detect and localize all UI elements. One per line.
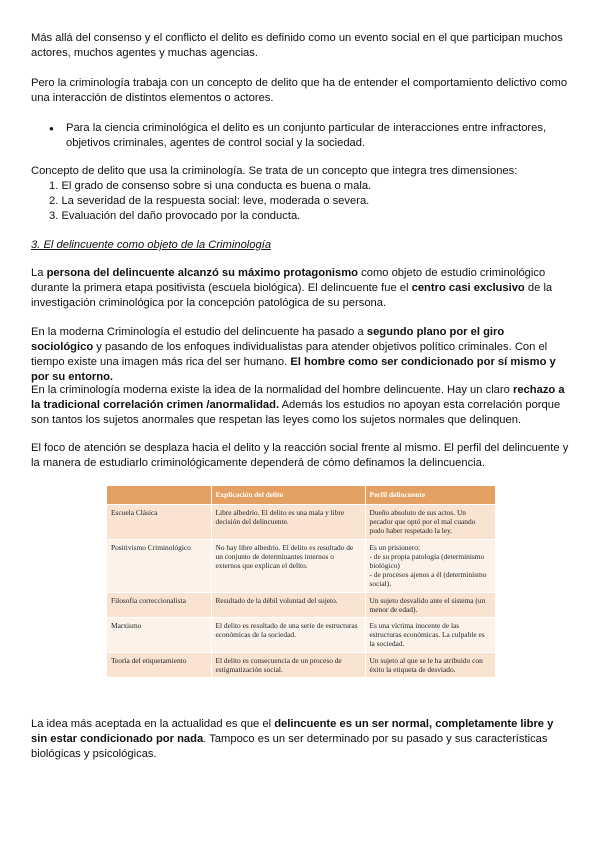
list-item: 3. Evaluación del daño provocado por la conducta.	[49, 210, 301, 222]
theories-table	[107, 486, 496, 677]
paragraph-modern-criminology	[31, 325, 569, 385]
table-cell: Un sujeto al que se le ha atribuido con éxito la etiqueta de desviado.	[365, 652, 495, 677]
paragraph-conclusion	[31, 717, 569, 762]
text-run: La	[31, 267, 47, 279]
text-run: En la criminología moderna existe la idea de la normalidad del hombre delincuente. Hay un claro	[31, 384, 513, 396]
paragraph-event: Más allá del consenso y el conflicto el delito es definido como un evento social en el que participan muchos actores, muchos agentes y muchas agencias.	[31, 32, 563, 59]
column-header: Explicación del delito	[211, 486, 365, 505]
table-cell: Escuela Clásica	[107, 505, 211, 540]
list-item: 1. El grado de consenso sobre si una conducta es buena o mala.	[49, 180, 372, 192]
table-cell: El delito es consecuencia de un proceso de estigmatización social.	[211, 652, 365, 677]
paragraph-protagonism	[31, 266, 569, 311]
text-run: y pasando de los enfoques individualistas para atender objetivos político criminales. Con el tiempo existe una imagen más rica del ser humano.	[31, 341, 548, 368]
bold-text: rechazo a la tradicional correlación crimen /anormalidad.	[31, 384, 565, 411]
paragraph-focus: El foco de atención se desplaza hacia el delito y la reacción social frente al mismo. El perfil del delincuente y la manera de estudiarlo criminológicamente dependerá de cómo definamos la delincuencia.	[31, 442, 569, 469]
bullet-list	[31, 121, 569, 151]
table-row	[107, 652, 495, 677]
table-cell: Marxismo	[107, 618, 211, 653]
paragraph-interaction: Pero la criminología trabaja con un concepto de delito que ha de entender el comportamiento delictivo como una interacción de distintos elementos o actores.	[31, 77, 568, 104]
text-run: En la moderna Criminología el estudio del delincuente ha pasado a	[31, 326, 367, 338]
text-run: La idea más aceptada en la actualidad es que el	[31, 718, 275, 730]
table-cell: Filosofía correccionalista	[107, 592, 211, 617]
table-cell: Libre albedrío. El delito es una mala y libre decisión del delincuente.	[211, 505, 365, 540]
column-header	[107, 486, 211, 505]
dimensions-list	[31, 179, 569, 224]
table-row	[107, 539, 495, 592]
table-header-row	[107, 486, 495, 505]
list-item: 2. La severidad de la respuesta social: leve, moderada o severa.	[49, 195, 370, 207]
table-cell: Dueño absoluto de sus actos. Un pecador que optó por el mal cuando pudo haber respetado la ley.	[365, 505, 495, 540]
table-cell: No hay libre albedrío. El delito es resultado de un conjunto de determinantes internos o externos que explican el delito.	[211, 539, 365, 592]
table-cell: Es un prisionero: - de su propia patología (determinismo biológico) - de procesos ajenos a él (determinismo social).	[365, 539, 495, 592]
paragraph-normality	[31, 383, 569, 428]
text-run: Además los estudios no apoyan esta correlación porque son tantos los sujetos anormales que respetan las leyes como los sujetos normales que delinquen.	[31, 399, 561, 426]
bold-text: persona del delincuente alcanzó su máximo protagonismo	[46, 267, 359, 279]
bold-text: delincuente es un ser normal, completamente libre y sin estar condicionado por nada	[31, 718, 554, 745]
table-cell: Un sujeto desvalido ante el sistema (un menor de edad).	[365, 592, 495, 617]
text-run: como objeto de estudio criminológico durante la primera etapa positivista (escuela biológica). El delincuente fue el	[31, 267, 546, 294]
bold-text: centro casi exclusivo	[411, 282, 525, 294]
table-cell: Positivismo Criminológico	[107, 539, 211, 592]
concept-intro: Concepto de delito que usa la criminología. Se trata de un concepto que integra tres dimensiones:	[31, 165, 518, 177]
column-header: Perfil delincuente	[365, 486, 495, 505]
list-item: ● Para la ciencia criminológica el delito es un conjunto particular de interacciones entre infractores, objetivos criminales, agentes de control social y la sociedad.	[31, 121, 569, 151]
table-cell: El delito es resultado de una serie de estructuras económicas de la sociedad.	[211, 618, 365, 653]
bold-text: segundo plano por el giro sociológico	[31, 326, 505, 353]
concept-block	[31, 164, 569, 224]
table-cell: Resultado de la débil voluntad del sujeto.	[211, 592, 365, 617]
table-row	[107, 592, 495, 617]
bold-text: El hombre como ser condicionado por sí mismo y por su entorno.	[31, 356, 556, 383]
table-cell: Teoría del etiquetamiento	[107, 652, 211, 677]
table-row	[107, 505, 495, 540]
text-run: . Tampoco es un ser determinado por su pasado y sus características biológicas y psicológicas.	[31, 733, 548, 760]
section-heading: 3. El delincuente como objeto de la Criminología	[31, 239, 272, 251]
table-row	[107, 618, 495, 653]
text-run: de la investigación criminológica por la concepción patológica de su persona.	[31, 282, 553, 309]
table-cell: Es una víctima inocente de las estructuras económicas. La culpable es la sociedad.	[365, 618, 495, 653]
